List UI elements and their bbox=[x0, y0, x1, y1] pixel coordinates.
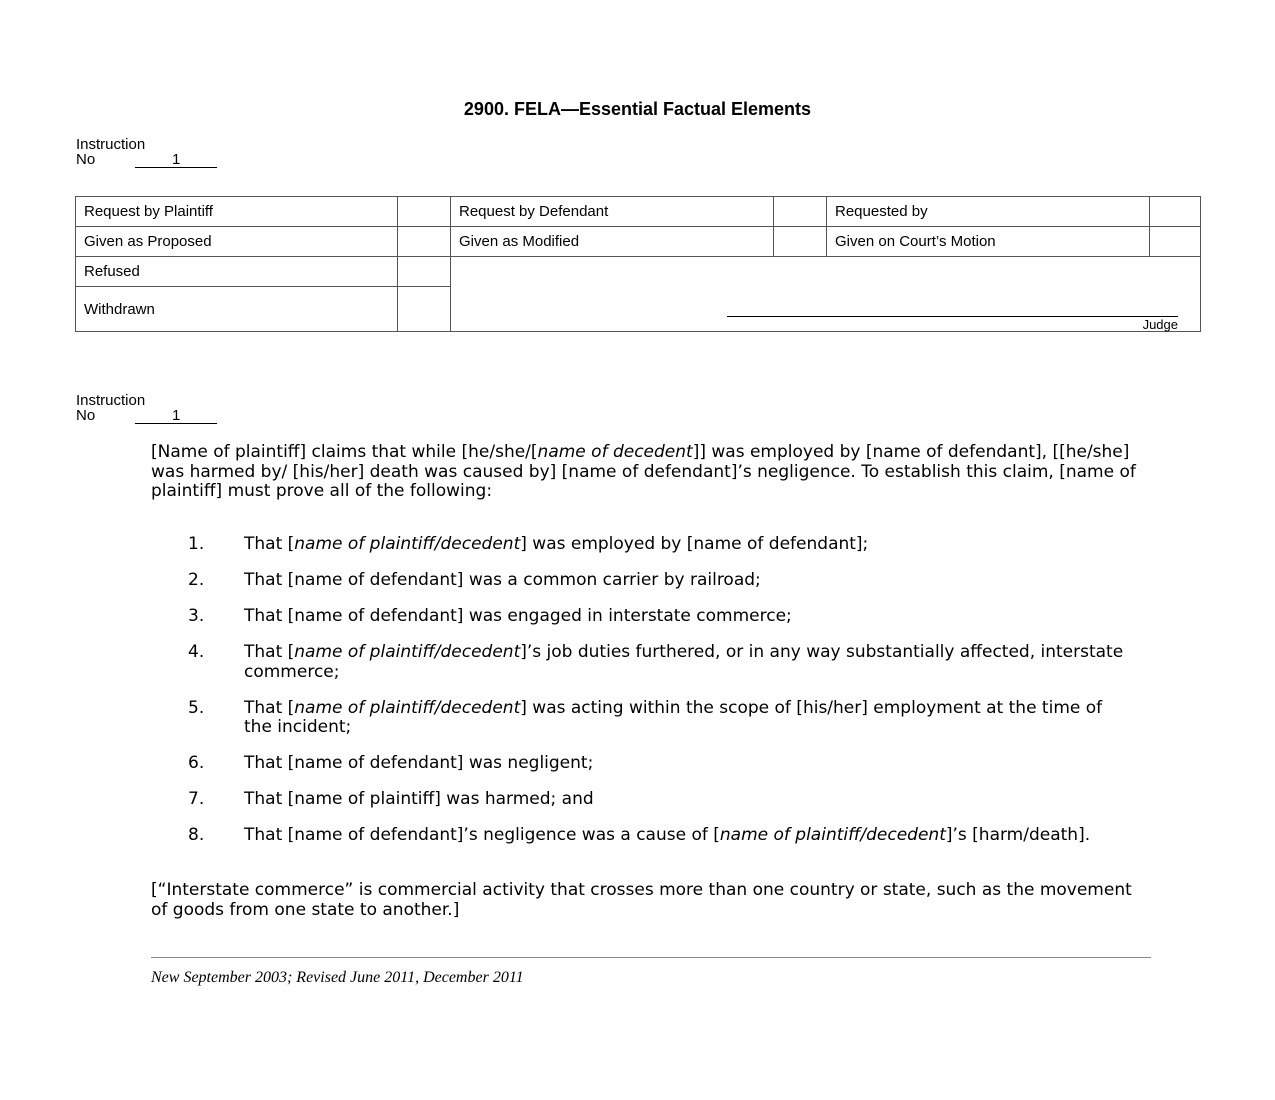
list-item bbox=[151, 607, 1151, 627]
given-as-proposed-label: Given as Proposed bbox=[76, 227, 398, 257]
instruction-number-value: 1 bbox=[135, 153, 217, 168]
item-number: 6. bbox=[188, 753, 205, 773]
document-title: 2900. FELA—Essential Factual Elements bbox=[463, 99, 812, 119]
item-number: 8. bbox=[188, 825, 205, 845]
instruction-label: Instruction bbox=[76, 392, 146, 409]
given-as-modified-box[interactable] bbox=[774, 227, 827, 257]
given-on-courts-motion-label: Given on Court’s Motion bbox=[827, 227, 1150, 257]
list-item bbox=[151, 535, 1151, 555]
footer-divider bbox=[151, 957, 1151, 958]
list-item bbox=[151, 699, 1151, 738]
judge-label: Judge bbox=[1142, 317, 1178, 332]
intro-text-emphasis: name of decedent bbox=[537, 442, 693, 462]
disposition-table bbox=[75, 196, 1201, 332]
refused-box[interactable] bbox=[398, 257, 451, 287]
given-as-modified-label: Given as Modified bbox=[451, 227, 774, 257]
revision-history: New September 2003; Revised June 2011, December 2011 bbox=[151, 969, 524, 986]
item-text: That [name of defendant] was a common carrier by railroad; bbox=[244, 570, 761, 590]
no-label: No bbox=[76, 151, 96, 168]
list-item bbox=[151, 790, 1151, 810]
item-text: That [name of defendant] was engaged in interstate commerce; bbox=[244, 606, 792, 626]
request-by-defendant-box[interactable] bbox=[774, 197, 827, 227]
withdrawn-label: Withdrawn bbox=[76, 287, 398, 332]
item-text: That [name of plaintiff/decedent]’s job duties furthered, or in any way substantially affected, interstate commerce; bbox=[244, 642, 1124, 682]
judge-signature-cell[interactable] bbox=[451, 257, 1201, 332]
instruction-number-header bbox=[76, 137, 217, 168]
item-text: That [name of plaintiff/decedent] was employed by [name of defendant]; bbox=[244, 534, 869, 554]
no-label: No bbox=[76, 407, 96, 424]
item-text: That [name of plaintiff] was harmed; and bbox=[244, 789, 594, 809]
request-by-defendant-label: Request by Defendant bbox=[451, 197, 774, 227]
item-text: That [name of defendant] was negligent; bbox=[244, 753, 594, 773]
list-item bbox=[151, 826, 1151, 846]
request-by-plaintiff-box[interactable] bbox=[398, 197, 451, 227]
instruction-number-body bbox=[76, 393, 217, 424]
item-text: That [name of plaintiff/decedent] was acting within the scope of [his/her] employment at the time of the incident; bbox=[244, 697, 1103, 737]
refused-label: Refused bbox=[76, 257, 398, 287]
requested-by-box[interactable] bbox=[1150, 197, 1201, 227]
item-text: That [name of defendant]’s negligence was a cause of [name of plaintiff/decedent]’s [harm/death]. bbox=[244, 825, 1091, 845]
intro-text-b: ]] was employed by [name of defendant], [[he/she] was harmed by/ [his/her] death was caused by] [name of defendant]’s negligence. To establish this claim, [name of plaintiff] must prove all of the following: bbox=[151, 442, 1136, 501]
item-number: 3. bbox=[188, 606, 205, 626]
requested-by-label: Requested by bbox=[827, 197, 1150, 227]
instruction-label: Instruction bbox=[76, 136, 146, 153]
item-number: 4. bbox=[188, 642, 205, 662]
intro-text-a: [Name of plaintiff] claims that while [he/she/[ bbox=[151, 442, 538, 462]
given-on-courts-motion-box[interactable] bbox=[1150, 227, 1201, 257]
given-as-proposed-box[interactable] bbox=[398, 227, 451, 257]
judge-signature-line bbox=[727, 316, 1178, 317]
list-item bbox=[151, 643, 1151, 682]
item-number: 2. bbox=[188, 570, 205, 590]
intro-paragraph bbox=[151, 443, 1151, 502]
item-number: 7. bbox=[188, 789, 205, 809]
list-item bbox=[151, 754, 1151, 774]
closing-paragraph: [“Interstate commerce” is commercial activity that crosses more than one country or state, such as the movement of goods from one state to another.] bbox=[151, 880, 1132, 920]
item-number: 1. bbox=[188, 534, 205, 554]
elements-list bbox=[151, 535, 1151, 862]
request-by-plaintiff-label: Request by Plaintiff bbox=[76, 197, 398, 227]
item-number: 5. bbox=[188, 697, 205, 718]
withdrawn-box[interactable] bbox=[398, 287, 451, 332]
list-item bbox=[151, 571, 1151, 591]
instruction-number-value: 1 bbox=[135, 409, 217, 424]
